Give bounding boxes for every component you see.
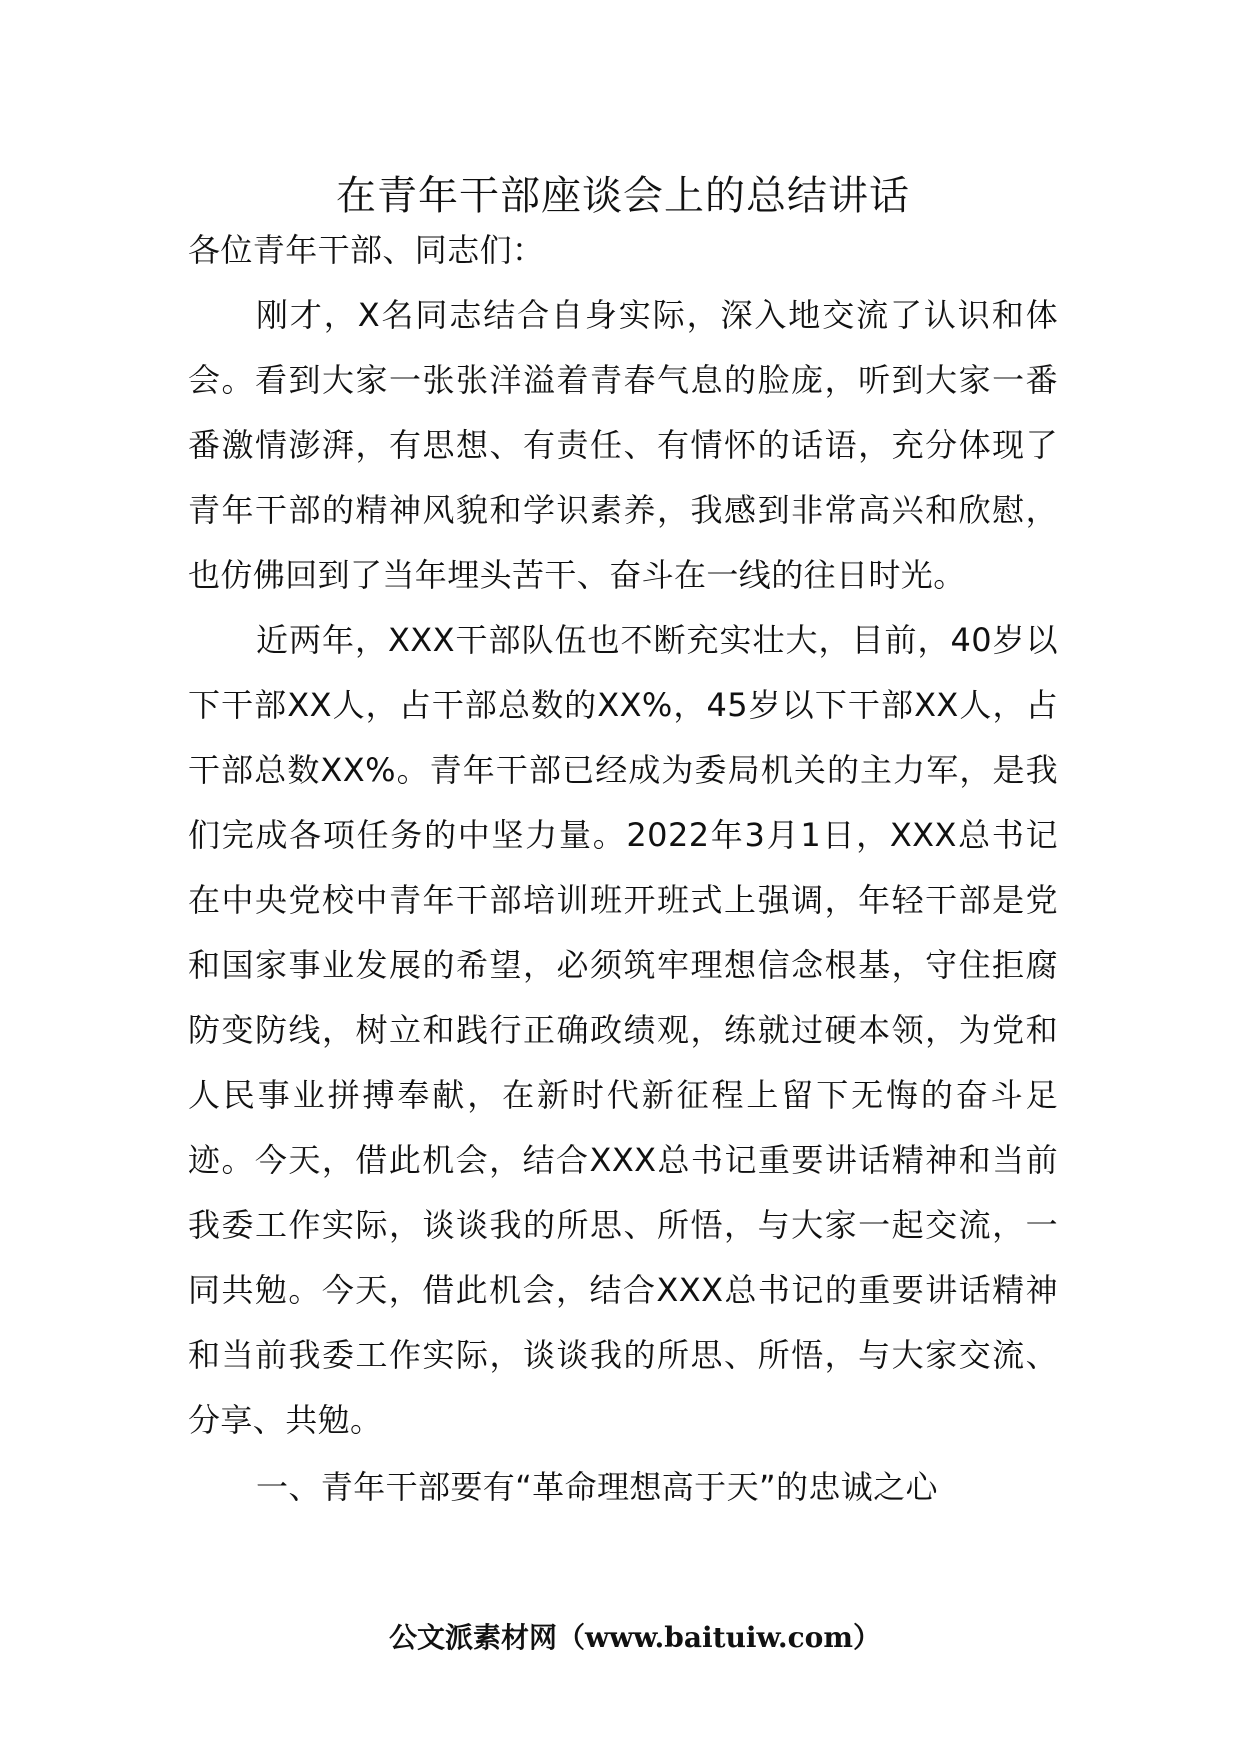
salutation: 各位青年干部、同志们： — [188, 231, 545, 269]
paragraph-2: 近两年，XXX干部队伍也不断充实壮大，目前，40岁以下干部XX人，占干部总数的XX%，45岁以下干部XX人，占干部总数XX%。青年干部已经成为委局机关的主力军，是我们完成各项任务的中坚力量。2022年3月1日，XXX总书记在中央党校中青年干部培训班开班式上强调，年轻干部是党和国家事业发展的希望，必须筑牢理想信念根基，守住拒腐防变防线，树立和践行正确政绩观，练就过硬本领，为党和人民事业拼搏奉献，在新时代新征程上留下无悔的奋斗足迹。今天，借此机会，结合XXX总书记重要讲话精神和当前我委工作实际，谈谈我的所思、所悟，与大家一起交流，一同共勉。今天，借此机会，结合XXX总书记的重要讲话精神和当前我委工作实际，谈谈我的所思、所悟，与大家交流、分享、共勉。 — [188, 621, 1058, 1439]
section-heading: 一、青年干部要有“革命理想高于天”的忠诚之心 — [256, 1468, 938, 1506]
document-title: 在青年干部座谈会上的总结讲话 — [336, 173, 910, 219]
footer-source-text: 公文派素材网（www.baituiw.com） — [389, 1621, 881, 1654]
document-body — [188, 218, 1058, 1520]
paragraph-1: 刚才，X名同志结合自身实际，深入地交流了认识和体会。看到大家一张张洋溢着青春气息的脸庞，听到大家一番番激情澎湃，有思想、有责任、有情怀的话语，充分体现了青年干部的精神风貌和学识素养，我感到非常高兴和欣慰，也仿佛回到了当年埋头苦干、奋斗在一线的往日时光。 — [188, 296, 1058, 594]
